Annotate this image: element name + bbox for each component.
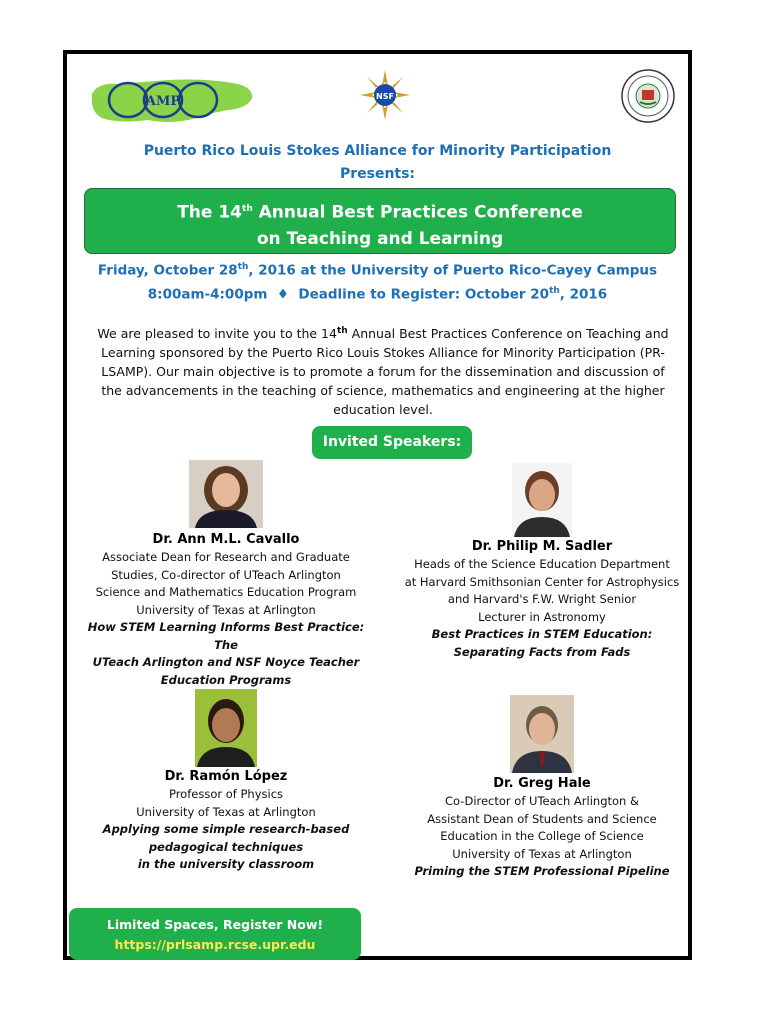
event-time-deadline: 8:00am-4:00pm ♦ Deadline to Register: October 20th, 2016 xyxy=(147,286,608,303)
event-date-location: Friday, October 28th, 2016 at the University of Puerto Rico-Cayey Campus xyxy=(97,262,658,279)
speaker-title-line: University of Texas at Arlington xyxy=(136,602,316,617)
speaker-title-line: Science and Mathematics Education Program xyxy=(95,585,357,599)
presents-text: Presents: xyxy=(339,166,416,182)
speaker-name: Dr. Ramón López xyxy=(164,769,288,784)
invited-speakers-heading: Invited Speakers: xyxy=(312,426,472,459)
conference-title-banner xyxy=(84,188,676,254)
speaker-title-line: Co-Director of UTeach Arlington & xyxy=(445,794,639,808)
speaker-title-line: Studies, Co-director of UTeach Arlington xyxy=(111,567,341,582)
title-line-2: on Teaching and Learning xyxy=(256,228,504,249)
nsf-logo-text: NSF xyxy=(376,92,394,101)
speaker-title-line: University of Texas at Arlington xyxy=(452,846,632,861)
speaker-title-line: at Harvard Smithsonian Center for Astrophysics xyxy=(404,574,680,589)
speaker-card-lopez xyxy=(78,769,374,874)
university-seal xyxy=(620,68,676,124)
registration-link[interactable]: https://prlsamp.rcse.upr.edu xyxy=(114,937,316,952)
register-cta-text: Limited Spaces, Register Now! xyxy=(106,917,324,932)
intro-paragraph: We are pleased to invite you to the 14th Annual Best Practices Conference on Teaching and Learning sponsored by the Puerto Rico Louis Stokes Alliance for Minority Participation (PR-LSAMP). Our main objective is to promote a forum for the dissemination and discussion of the advancements in the teaching of science, mathematics and engineering at the higher education level. xyxy=(97,326,669,418)
diamond-separator-icon: ♦ xyxy=(276,286,289,303)
amp-puerto-rico-logo xyxy=(88,74,258,132)
speaker-card-hale xyxy=(394,776,690,881)
speaker-talk-title: How STEM Learning Informs Best Practice: The xyxy=(87,620,365,652)
speaker-talk-title: Priming the STEM Professional Pipeline xyxy=(414,864,670,878)
speaker-talk-title: Best Practices in STEM Education: xyxy=(431,627,653,641)
nsf-logo xyxy=(360,70,410,120)
speaker-photo-lopez xyxy=(195,689,257,767)
speaker-title-line: Education in the College of Science xyxy=(440,829,644,843)
speaker-talk-title: Separating Facts from Fads xyxy=(453,644,631,659)
speaker-talk-title: Applying some simple research-based xyxy=(102,822,350,836)
speaker-talk-title: UTeach Arlington and NSF Noyce Teacher xyxy=(92,655,360,669)
register-cta-box xyxy=(69,908,361,960)
speaker-talk-title: pedagogical techniques xyxy=(148,839,304,854)
speaker-card-cavallo xyxy=(78,532,374,689)
speaker-title-line: Assistant Dean of Students and Science xyxy=(427,811,657,826)
speaker-title-line: Professor of Physics xyxy=(168,787,284,801)
title-line-1: The 14th Annual Best Practices Conference xyxy=(177,202,583,223)
speaker-photo-cavallo xyxy=(189,460,263,528)
speaker-title-line: Heads of the Science Education Department xyxy=(414,557,670,571)
speaker-photo-hale xyxy=(510,695,574,773)
speaker-photo-sadler xyxy=(512,463,572,537)
amp-logo-text: AMP xyxy=(145,94,181,109)
speaker-talk-title: Education Programs xyxy=(160,672,292,687)
speaker-card-sadler xyxy=(394,539,690,661)
speaker-name: Dr. Greg Hale xyxy=(493,776,591,791)
speaker-talk-title: in the university classroom xyxy=(137,857,315,871)
org-line: Puerto Rico Louis Stokes Alliance for Minority Participation xyxy=(143,143,612,159)
speaker-title-line: Associate Dean for Research and Graduate xyxy=(102,550,350,564)
speaker-name: Dr. Philip M. Sadler xyxy=(471,539,613,554)
speaker-title-line: Lecturer in Astronomy xyxy=(478,609,606,624)
speaker-title-line: and Harvard's F.W. Wright Senior xyxy=(447,592,637,606)
speaker-name: Dr. Ann M.L. Cavallo xyxy=(152,532,300,547)
speaker-title-line: University of Texas at Arlington xyxy=(136,804,316,819)
